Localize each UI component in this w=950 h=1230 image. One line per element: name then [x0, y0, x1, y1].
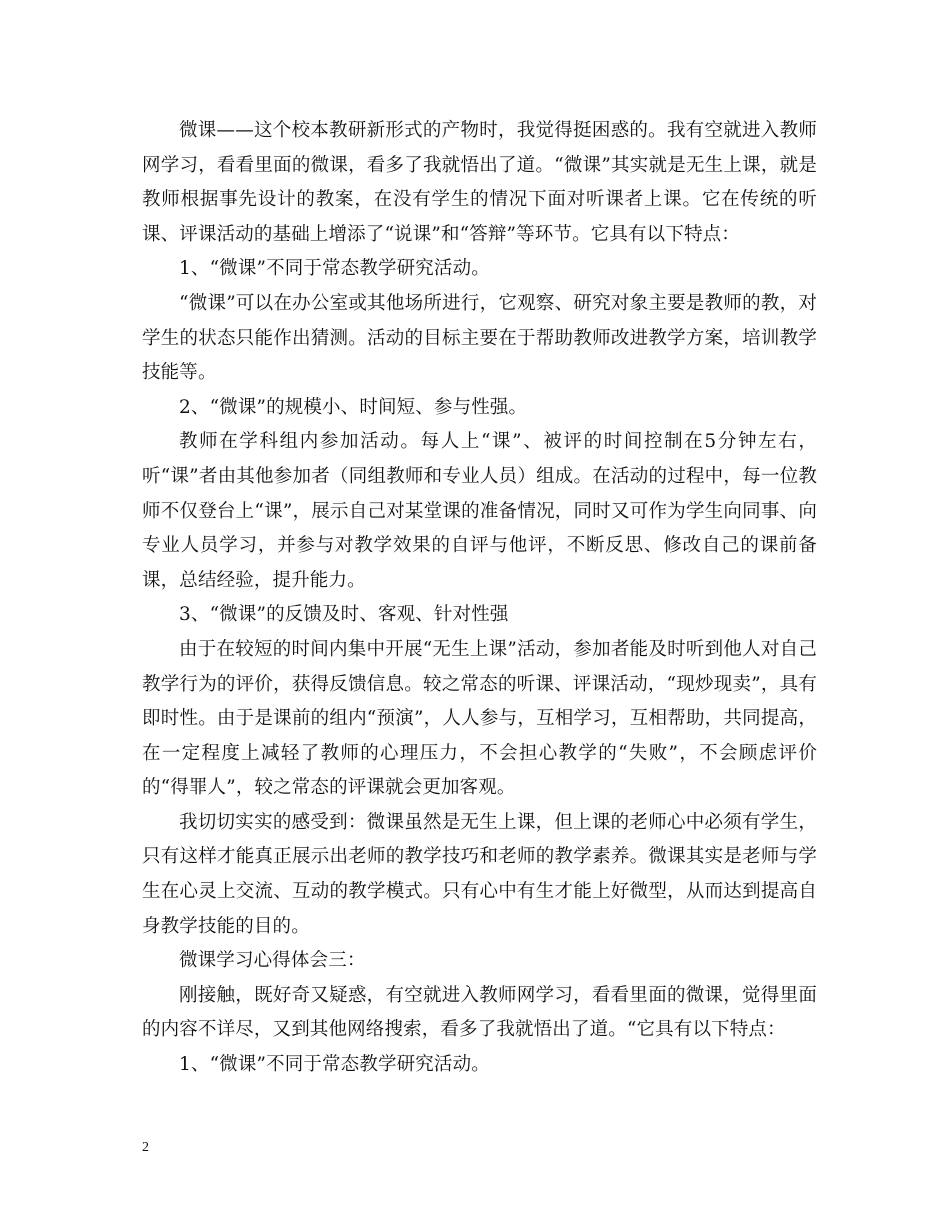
list-heading-2: 2、“微课”的规模小、时间短、参与性强。 [179, 396, 528, 418]
page-number: 2 [142, 1140, 149, 1155]
paragraph-feature-3: 由于在较短的时间内集中开展“无生上课”活动，参加者能及时听到他人对自己教学行为的评价，获得反馈信息。较之常态的听课、评课活动，“现炒现卖”，具有即时性。由于是课前的组内“预演”，人人参与，互相学习，互相帮助，共同提高，在一定程度上减轻了教师的心理压力，不会担心教学的“失败”，不会顾虑评价的“得罪人”，较之常态的评课就会更加客观。 [142, 638, 817, 799]
paragraph-intro: 微课——这个校本教研新形式的产物时，我觉得挺困惑的。我有空就进入教师网学习，看看里面的微课，看多了我就悟出了道。“微课”其实就是无生上课，就是教师根据事先设计的教案，在没有学生的情况下面对听课者上课。它在传统的听课、评课活动的基础上增添了“说课”和“答辩”等环节。它具有以下特点： [142, 120, 817, 245]
section-heading-three: 微课学习心得体会三： [179, 950, 366, 972]
paragraph-section-three-intro: 刚接触，既好奇又疑惑，有空就进入教师网学习，看看里面的微课，觉得里面的内容不详尽，又到其他网络搜索，看多了我就悟出了道。“它具有以下特点： [142, 984, 817, 1041]
paragraph-feature-1: “微课”可以在办公室或其他场所进行，它观察、研究对象主要是教师的教，对学生的状态只能作出猜测。活动的目标主要在于帮助教师改进教学方案，培训教学技能等。 [142, 292, 817, 384]
paragraph-reflection: 我切切实实的感受到：微课虽然是无生上课，但上课的老师心中必须有学生，只有这样才能真正展示出老师的教学技巧和老师的教学素养。微课其实是老师与学生在心灵上交流、互动的教学模式。只有心中有生才能上好微型，从而达到提高自身教学技能的目的。 [142, 811, 817, 937]
list-heading-1: 1、“微课”不同于常态教学研究活动。 [179, 258, 490, 280]
list-heading-1-repeat: 1、“微课”不同于常态教学研究活动。 [179, 1054, 490, 1076]
paragraph-feature-2: 教师在学科组内参加活动。每人上“课”、被评的时间控制在5分钟左右，听“课”者由其他参加者（同组教师和专业人员）组成。在活动的过程中，每一位教师不仅登台上“课”，展示自己对某堂课的准备情况，同时又可作为学生向同事、向专业人员学习，并参与对教学效果的自评与他评，不断反思、修改自己的课前备课，总结经验，提升能力。 [142, 431, 817, 591]
list-heading-3: 3、“微课”的反馈及时、客观、针对性强 [179, 604, 509, 626]
document-body [142, 114, 817, 1083]
